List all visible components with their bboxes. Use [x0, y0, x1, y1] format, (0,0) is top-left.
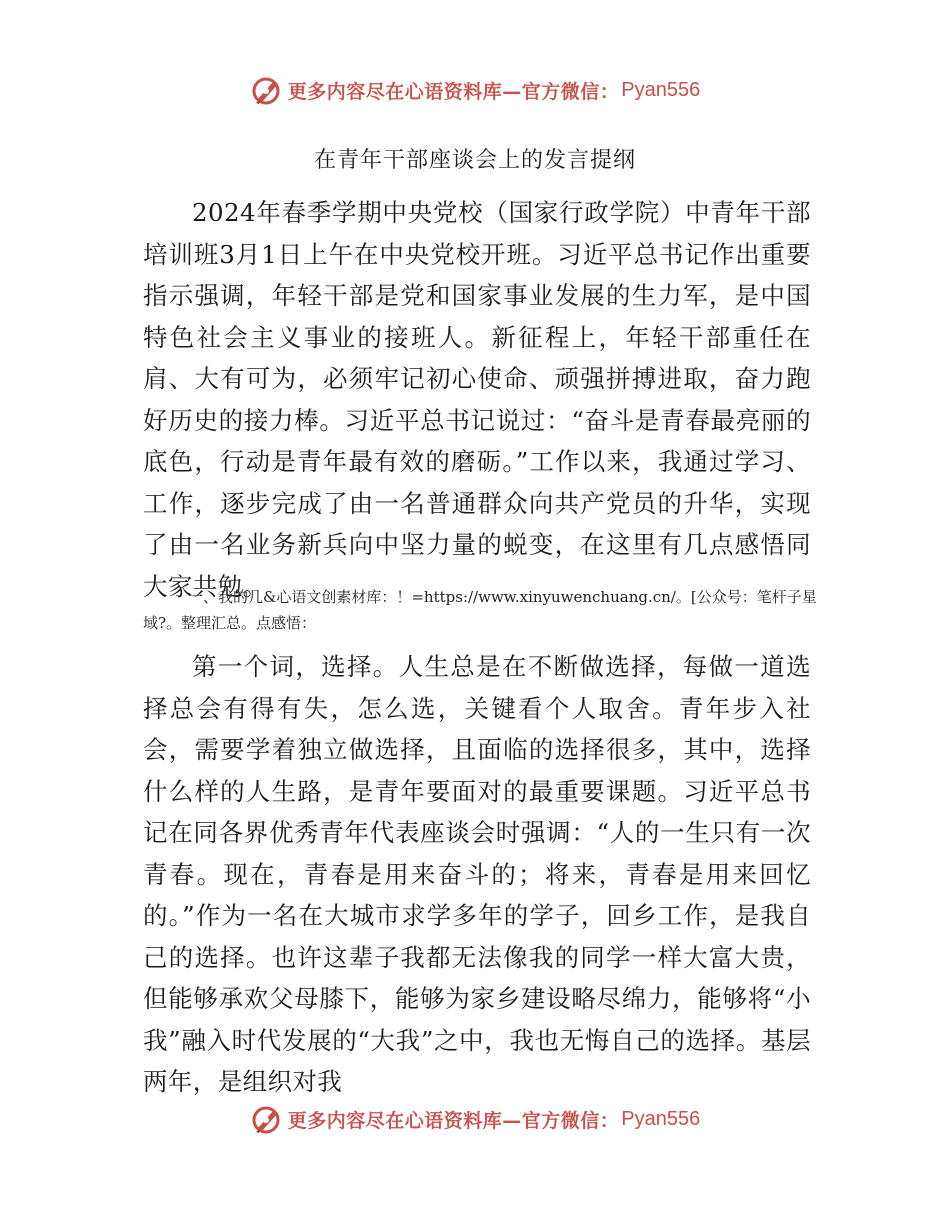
footer-banner [0, 1099, 950, 1139]
section-heading: 一、我的几&心语文创素材库：！=https://www.xinyuwenchuang.cn/。[公众号：笔杆子星域?。整理汇总。点感悟： [143, 588, 817, 632]
footer-banner-text: 更多内容尽在心语资料库—官方微信： [287, 1109, 620, 1132]
document-title: 在青年干部座谈会上的发言提纲 [313, 148, 636, 173]
footer-banner-handle: Pyan556 [621, 1107, 701, 1130]
paragraph-intro: 2024年春季学期中央党校（国家行政学院）中青年干部培训班3月1日上午在中央党校开班。习近平总书记作出重要指示强调，年轻干部是党和国家事业发展的生力军，是中国特色社会主义事业的接班人。新征程上，年轻干部重任在肩、大有可为，必须牢记初心使命、顽强拼搏进取，奋力跑好历史的接力棒。习近平总书记说过：“奋斗是青春最亮丽的底色，行动是青年最有效的磨砺。”工作以来，我通过学习、工作，逐步完成了由一名普通群众向共产党员的升华，实现了由一名业务新兵向中坚力量的蜕变，在这里有几点感悟同大家共勉。 [143, 198, 811, 601]
header-banner-handle: Pyan556 [621, 78, 701, 101]
brush-pen-logo-icon [250, 73, 284, 107]
header-banner [0, 70, 950, 110]
header-banner-text: 更多内容尽在心语资料库—官方微信： [287, 80, 620, 103]
brush-pen-logo-icon [250, 1102, 284, 1136]
paragraph-choice: 第一个词，选择。人生总是在不断做选择，每做一道选择总会有得有失，怎么选，关键看个人取舍。青年步入社会，需要学着独立做选择，且面临的选择很多，其中，选择什么样的人生路，是青年要面对的最重要课题。习近平总书记在同各界优秀青年代表座谈会时强调：“人的一生只有一次青春。现在，青春是用来奋斗的；将来，青春是用来回忆的。”作为一名在大城市求学多年的学子，回乡工作，是我自己的选择。也许这辈子我都无法像我的同学一样大富大贵，但能够承欢父母膝下，能够为家乡建设略尽绵力，能够将“小我”融入时代发展的“大我”之中，我也无悔自己的选择。基层两年，是组织对我 [143, 652, 811, 1096]
